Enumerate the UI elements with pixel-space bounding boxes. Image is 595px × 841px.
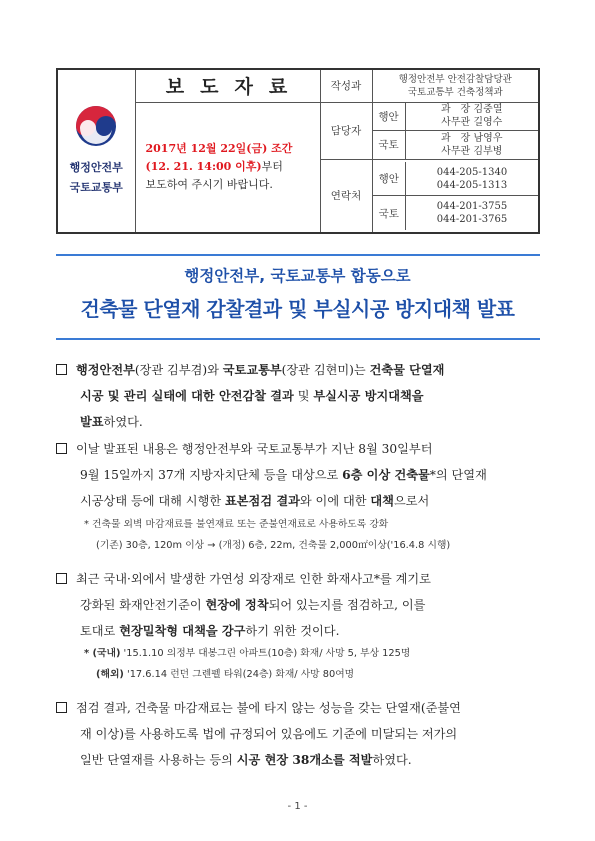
top-rule xyxy=(56,254,540,256)
p3-on-site: 현장에 정착 xyxy=(205,598,269,612)
checkbox-bullet-icon xyxy=(56,364,67,375)
footnote-2-domestic: * (국내) xyxy=(84,648,121,659)
p1-inspection-result: 시공 및 관리 실태에 대한 안전감찰 결과 xyxy=(80,389,294,403)
headline-sub: 행정안전부, 국토교통부 합동으로 xyxy=(184,267,411,285)
mois-person-1: 과 장 김중열 xyxy=(441,104,503,116)
p1-insulation: 건축물 단열재 xyxy=(369,363,445,377)
p3-field-measures: 현장밀착형 대책을 강구 xyxy=(119,624,246,638)
mois-phone-abbrev: 행안 xyxy=(373,162,406,196)
contact-person-label: 담당자 xyxy=(320,102,372,159)
molit-person-1: 과 장 남영우 xyxy=(441,132,503,144)
bottom-rule xyxy=(56,338,540,340)
footnote-1-line-2: (기존) 30층, 120m 이상 → (개정) 6층, 22m, 건축물 2,000㎡이상('16.4.8 시행) xyxy=(96,540,451,551)
p1-mois-minister: (장관 김부겸)와 xyxy=(134,363,223,377)
molit-phones xyxy=(406,196,539,230)
p3-line-3c: 하기 위한 것이다. xyxy=(245,624,340,638)
mois-person-2: 사무관 길영수 xyxy=(441,117,503,129)
p1-mois: 행정안전부 xyxy=(76,363,135,377)
p4-line-3a: 일반 단열재를 사용하는 등의 xyxy=(80,753,237,767)
molit-abbrev: 국토 xyxy=(372,131,405,160)
press-release-header xyxy=(56,68,540,234)
molit-phone-2: 044-201-3765 xyxy=(436,214,508,226)
org-name-mois: 행정안전부 xyxy=(69,161,123,174)
paragraph-1 xyxy=(56,357,540,435)
footnote-2-overseas-text: '17.6.14 런던 그렌펠 타워(24층) 화재/ 사망 80여명 xyxy=(123,669,355,680)
p3-line-1: 최근 국내·외에서 발생한 가연성 외장재로 인한 화재사고*를 계기로 xyxy=(76,572,431,586)
p2-measures: 대책 xyxy=(370,494,394,508)
p4-line-1: 점검 결과, 건축물 마감재료는 불에 타지 않는 성능을 갖는 단열재(준불연 xyxy=(76,701,461,715)
molit-person-2: 사무관 김부병 xyxy=(441,145,503,157)
molit-persons xyxy=(405,131,539,160)
p1-announce: 발표 xyxy=(80,415,104,429)
footnote-1 xyxy=(84,514,554,556)
paragraph-4 xyxy=(56,695,540,773)
mois-abbrev: 행안 xyxy=(372,102,405,131)
p1-and: 및 xyxy=(293,389,314,403)
p4-line-2: 재 이상)를 사용하도록 법에 규정되어 있음에도 기준에 미달되는 저가의 xyxy=(80,727,458,741)
footnote-2 xyxy=(84,643,554,685)
p2-sample-result: 표본점검 결과 xyxy=(225,494,300,508)
contact-phone-label: 연락처 xyxy=(320,159,372,233)
p3-line-3a: 토대로 xyxy=(80,624,120,638)
footnote-1-line-1: * 건축물 외벽 마감재료를 불연재료 또는 준불연재료로 사용하도록 강화 xyxy=(84,519,389,530)
p2-line-3e: 으로서 xyxy=(393,494,430,508)
phone-block xyxy=(372,159,539,233)
checkbox-bullet-icon xyxy=(56,702,67,713)
government-logo-cell xyxy=(57,69,135,233)
p3-line-2a: 강화된 화재안전기준이 xyxy=(80,598,206,612)
embargo-date: 2017년 12월 22일(금) 조간 xyxy=(145,142,293,156)
molit-phone-1: 044-201-3755 xyxy=(436,201,508,213)
org-name-molit: 국토교통부 xyxy=(69,181,123,194)
paragraph-3 xyxy=(56,566,540,644)
embargo-request: 보도하여 주시기 바랍니다. xyxy=(145,178,273,192)
footnote-2-overseas: (해외) xyxy=(96,669,124,680)
author-line-1: 행정안전부 안전감찰담당관 xyxy=(398,73,512,85)
p1-molit-minister: (장관 김현미)는 xyxy=(281,363,370,377)
embargo-suffix: 부터 xyxy=(261,160,283,174)
footnote-2-domestic-text: '15.1.10 의정부 대봉그린 아파트(10층) 화재/ 사망 5, 부상 125명 xyxy=(120,648,411,659)
p2-six-floors: 6층 이상 건축물 xyxy=(342,468,430,482)
p4-line-3c: 하였다. xyxy=(372,753,412,767)
headline-main: 건축물 단열재 감찰결과 및 부실시공 방지대책 발표 xyxy=(80,297,515,321)
embargo-notice xyxy=(135,102,320,233)
p3-line-2c: 되어 있는지를 점검하고, 이를 xyxy=(268,598,426,612)
page-number: - 1 - xyxy=(287,801,308,812)
paragraph-2 xyxy=(56,436,540,514)
p2-line-1: 이날 발표된 내용은 행정안전부와 국토교통부가 지난 8월 30일부터 xyxy=(76,442,433,456)
author-departments xyxy=(372,69,539,102)
author-label: 작성과 xyxy=(320,69,372,102)
embargo-time: (12. 21. 14:00 이후) xyxy=(145,160,262,174)
checkbox-bullet-icon xyxy=(56,573,67,584)
p1-prevention: 부실시공 방지대책을 xyxy=(313,389,424,403)
p2-line-2a: 9월 15일까지 37개 지방자치단체 등을 대상으로 xyxy=(80,468,343,482)
press-release-title: 보도자료 xyxy=(135,69,320,102)
author-line-2: 국토교통부 건축정책과 xyxy=(407,86,503,98)
p2-line-2c: *의 단열재 xyxy=(429,468,487,482)
checkbox-bullet-icon xyxy=(56,443,67,454)
p2-line-3c: 와 이에 대한 xyxy=(299,494,371,508)
mois-phones xyxy=(406,162,539,196)
p1-molit: 국토교통부 xyxy=(222,363,282,377)
p4-violations: 시공 현장 38개소를 적발 xyxy=(236,753,373,767)
molit-phone-abbrev: 국토 xyxy=(373,196,406,230)
mois-phone-1: 044-205-1340 xyxy=(436,166,508,178)
mois-phone-2: 044-205-1313 xyxy=(436,179,508,191)
p1-did: 하였다. xyxy=(103,415,143,429)
taegeuk-logo-icon xyxy=(74,104,118,148)
p2-line-3a: 시공상태 등에 대해 시행한 xyxy=(80,494,226,508)
mois-persons xyxy=(405,102,539,131)
